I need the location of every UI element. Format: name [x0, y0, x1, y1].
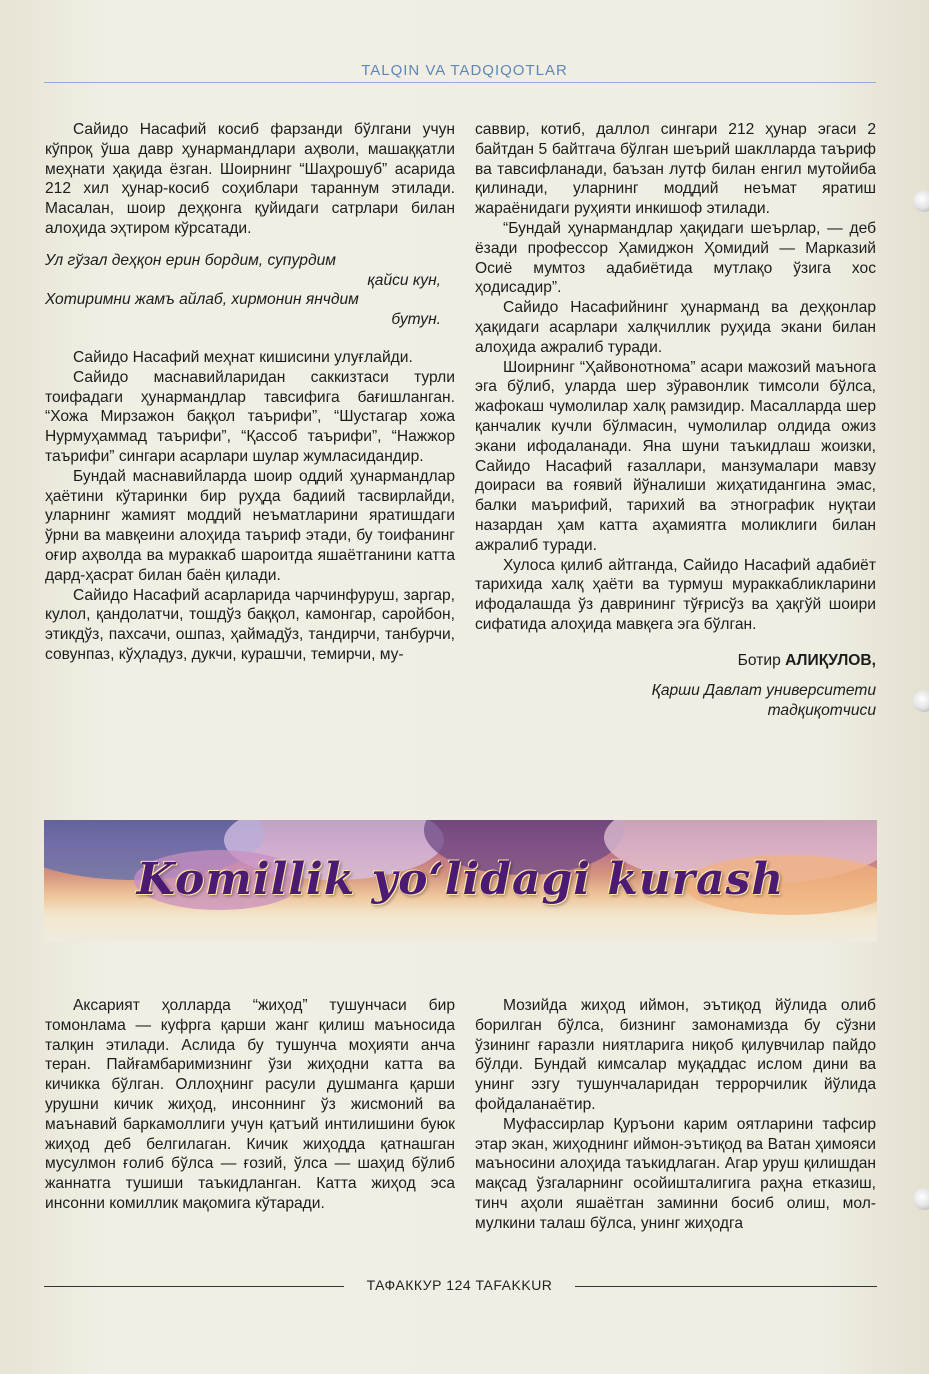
paragraph: Сайидо Насафий косиб фарзанди бўлгани учун кўпроқ ўша давр ҳунармандлари аҳволи, машаққатли меҳнати ҳақида ёзган. Шоирнинг “Шаҳрошуб” асарида 212 хил ҳунар-косиб соҳиблари тараннум этилади. Масалан, шоир деҳқонга қуйидаги сатрлари билан алоҳида эҳтиром кўрсатади. [45, 121, 455, 237]
header-rule [44, 82, 876, 83]
binder-hole [913, 1188, 929, 1210]
article2-left-column [45, 996, 455, 1214]
author-affiliation: Қарши Давлат университети [651, 681, 876, 699]
poem-line: қайси кун, [367, 271, 441, 289]
article2-right-column [475, 996, 876, 1234]
banner-title: Komillik yo‘lidagi kurash [136, 854, 785, 905]
paragraph: Бундай маснавийларда шоир оддий ҳунармандлар ҳаётини кўтаринки бир руҳда бадиий тасвирлайди, уларнинг жамият моддий неъматларини яратишдаги ўрни ва мавқеини алоҳида таъриф этади, бу тоифанинг оғир аҳволда ва мураккаб шароитда яшаётганини катта дард-ҳасрат билан баён қилади. [45, 467, 455, 584]
author-signature: Ботир АЛИҚУЛОВ, Қарши Давлат университети тадқиқотчиси [475, 651, 876, 721]
binder-hole [913, 690, 929, 712]
paragraph: Шоирнинг “Ҳайвонотнома” асари мажозий маънога эга бўлиб, уларда шер зўравонлик тимсоли бўлса, жафокаш чумолилар халқ рамзидир. Масалларда шер қанчалик кучли бўлмасин, чумолилар олдида ожиз экани ифодаланади. Яна шуни таъкидлаш жоизки, Сайидо Насафий ғазаллари, манзумалари мавзу доираси ва ғоявий йўналиши жиҳатидангина эмас, балки маърифий, тарихий ва этнографик нуқтаи назардан ҳам катта аҳамиятга моликлиги билан ажралиб туради. [475, 358, 876, 554]
article-banner [44, 820, 877, 942]
paragraph: Сайидо Насафий меҳнат кишисини улуғлайди. [73, 348, 413, 366]
footer-rule [44, 1286, 344, 1287]
poem-line: бутун. [391, 311, 441, 329]
paragraph: Аксарият ҳолларда “жиҳод” тушунчаси бир томонлама — куфрга қарши жанг қилиш маъносида талқин этилади. Аслида бу тушунча моҳияти анча теран. Пайғамбаримизнинг ўзи жиҳодни катта ва кичикка бўлган. Оллоҳнинг расули душманга қарши урушни кичик жиҳод, инсоннинг ўз жисмоний ва маънавий баркамоллиги учун қатъий интилишини буюк жиҳод деб белгилаган. Кичик жиҳодда қатнашган мусулмон ғолиб бўлса — ғозий, ўлса — шаҳид бўлиб жаннатга тушиши таъкидланган. Катта жиҳод эса инсонни комиллик мақомига кўтаради. [45, 997, 455, 1212]
article1-right-column [475, 120, 876, 721]
paragraph: Муфассирлар Қуръони карим оятларини тафсир этар экан, жиҳоднинг иймон-эътиқод ва Ватан ҳимояси маъносини алоҳида таъкидлаган. Агар уруш қилишдан мақсад ўзгаларнинг осойишталигига раҳна етказиш, тинч аҳоли яшаётган заминни босиб олиш, мол-мулкини талаш бўлса, унинг жиҳодга [475, 1115, 876, 1232]
paragraph: “Бундай ҳунармандлар ҳақидаги шеърлар, — деб ёзади профессор Ҳамиджон Ҳомидий — Марказий Осиё мумтоз адабиётида мутлақо ўзига хос ҳодисадир”. [475, 219, 876, 297]
author-last-name: АЛИҚУЛОВ [785, 651, 872, 669]
paragraph: Сайидо Насафийнинг ҳунарманд ва деҳқонлар ҳақидаги асарлари халқчиллик руҳида экани билан алоҳида ажралиб туради. [475, 299, 876, 356]
running-header: TALQIN VA TADQIQOTLAR [361, 62, 568, 79]
poem-quote [45, 251, 455, 330]
article1-left-column [45, 120, 455, 665]
paragraph: Сайидо Насафий асарларида чарчинфуруш, заргар, кулол, қандолатчи, тошдўз баққол, камонгар, саройбон, этикдўз, пахсачи, ошпаз, ҳаймадўз, тандирчи, танбурчи, совунпаз, кўҳладуз, дукчи, курашчи, темирчи, му- [45, 586, 455, 663]
page-folio: ТАФАККУР 124 TAFAKKUR [366, 1277, 553, 1293]
paragraph: саввир, котиб, даллол сингари 212 ҳунар эгаси 2 байтдан 5 байтгача бўлган шеърий шаклларда таъриф ва тавсифланади, баъзан лутф билан енгил мутойиба қилинади, уларнинг моддий неъмат яратиш жараёнидаги руҳияти инкишоф этилади. [475, 121, 876, 218]
author-affiliation: тадқиқотчиси [767, 701, 876, 719]
poem-line: Хотиримни жамъ айлаб, хирмонин янчдим [45, 291, 359, 309]
paragraph: Мозийда жиҳод иймон, эътиқод йўлида олиб борилган бўлса, бизнинг замонамизда бу сўзни ўзининг ғаразли ниятларига ниқоб қилувчилар пайдо бўлди. Бундай кимсалар муқаддас ислом дини ва унинг эзгу тушунчаларидан террорчилик йўлида фойдаланаётир. [475, 997, 876, 1113]
author-first-name: Ботир [737, 651, 781, 669]
footer-rule [575, 1286, 877, 1287]
poem-line: Ул гўзал деҳқон ерин бордим, супурдим [45, 251, 336, 269]
binder-hole [913, 190, 929, 212]
paragraph: Хулоса қилиб айтганда, Сайидо Насафий адабиёт тарихида халқ ҳаёти ва турмуш мураккабликларини ифодалашда ўз даврининг тўғрисўз ва ҳақгўй шоири сифатида алоҳида мавқега эга бўлган. [475, 556, 876, 633]
paragraph: Сайидо маснавийларидан саккизтаси турли тоифадаги ҳунармандлар тавсифига бағишланган. “Хожа Мирзажон баққол таърифи”, “Шустагар хожа Нурмуҳаммад таърифи”, “Қассоб таърифи”, “Нажжор таърифи” сингари асарлари шулар жумласидандир. [45, 368, 455, 465]
